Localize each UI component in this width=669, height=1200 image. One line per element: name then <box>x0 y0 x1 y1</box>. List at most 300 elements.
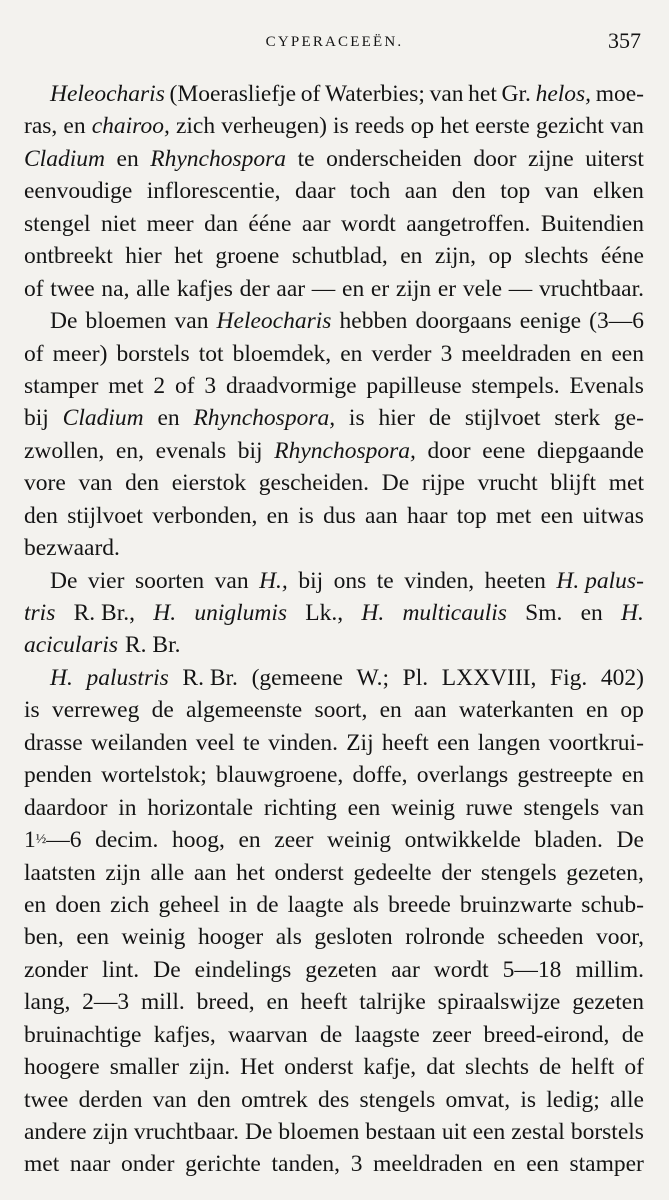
word: laagte <box>287 891 344 918</box>
word: voor, <box>595 924 644 951</box>
text-line <box>24 921 644 953</box>
word <box>24 824 82 856</box>
text-line <box>24 662 644 694</box>
word: hoogere <box>24 1054 100 1081</box>
word: hooger <box>197 924 264 951</box>
word: vruchtbaar. <box>133 1119 239 1145</box>
word: De <box>50 567 78 594</box>
word: naar <box>69 1151 111 1178</box>
word: — <box>311 275 336 302</box>
word: en <box>238 827 261 854</box>
word: met <box>24 1151 60 1178</box>
word: een <box>611 340 644 367</box>
text-line <box>24 435 644 467</box>
word: schub- <box>581 891 644 918</box>
word: en <box>340 340 363 367</box>
word: de <box>256 891 279 918</box>
word: vruchtbaar. <box>538 275 644 302</box>
word: draadvormige <box>226 372 357 399</box>
word: 2—3 <box>82 989 130 1016</box>
word: den <box>125 470 160 497</box>
word: de <box>428 405 451 432</box>
word: bij <box>298 567 324 594</box>
text-line <box>24 143 644 175</box>
word: zijn <box>105 859 141 886</box>
word: stamper <box>569 1151 644 1178</box>
word: waterkanten <box>458 697 574 724</box>
word: veel <box>195 729 235 756</box>
word: heeft <box>381 729 429 756</box>
text-line <box>24 759 644 791</box>
word: R. Br. <box>182 664 238 691</box>
word: en <box>400 243 423 270</box>
word: of <box>24 340 44 367</box>
word: bladen. <box>534 827 603 854</box>
word: ge- <box>613 405 644 432</box>
word: bloemen <box>278 1119 360 1145</box>
text-line <box>24 889 644 921</box>
word: schutblad, <box>291 243 388 270</box>
word: richting <box>263 794 337 821</box>
word: derden <box>78 1086 143 1113</box>
word: is <box>520 1086 536 1113</box>
text-line <box>24 792 644 824</box>
word: in <box>118 794 137 821</box>
word: een <box>472 1119 506 1145</box>
word: drasse <box>24 729 83 756</box>
word: inflorescentie, <box>146 178 281 205</box>
word: Het <box>240 1054 275 1081</box>
word: uit <box>441 1119 467 1145</box>
word: der <box>239 275 270 302</box>
word: op <box>620 697 644 724</box>
word: is <box>298 502 314 529</box>
italic-word: H. <box>153 600 177 626</box>
word: breede <box>388 891 451 918</box>
word: uiterst <box>585 145 644 172</box>
word: ééne <box>248 210 292 237</box>
word: zijn. <box>188 1054 231 1081</box>
word: een <box>540 502 574 529</box>
word: in <box>228 891 248 918</box>
text-line <box>24 694 644 726</box>
word: R. Br. <box>125 632 181 659</box>
word: doffe, <box>352 762 408 789</box>
word: horizontale <box>147 794 254 821</box>
italic-word: multicaulis <box>402 600 507 626</box>
word: gedeelte <box>353 859 432 886</box>
word: van <box>214 567 249 594</box>
word: ruwe <box>465 794 513 821</box>
word: en <box>379 697 402 724</box>
word: ontbreekt <box>24 243 113 270</box>
italic-word: Cladium <box>24 145 105 172</box>
word: met <box>608 470 644 497</box>
word: haar <box>406 502 448 529</box>
word: en <box>621 762 644 789</box>
word: stengel <box>24 210 91 237</box>
word: en <box>116 145 139 172</box>
word: soorten <box>134 567 205 594</box>
word: als <box>352 891 380 918</box>
word: twee <box>50 275 95 302</box>
word: omvat, <box>445 1086 511 1113</box>
word: geheel <box>158 891 220 918</box>
word: en <box>580 600 603 626</box>
word: te <box>243 729 260 756</box>
word: (Moerasliefje <box>169 81 297 107</box>
word: omtrek <box>241 1086 308 1113</box>
word: gescheiden. <box>258 470 370 497</box>
word: De <box>153 956 181 983</box>
word: een <box>526 1151 559 1178</box>
word: alle <box>610 1086 644 1113</box>
word: aan <box>365 502 398 529</box>
word: reeds <box>354 113 405 140</box>
italic-word: Heleocharis <box>50 81 165 107</box>
word: gezeten <box>572 989 644 1016</box>
word: des <box>317 1086 350 1113</box>
word: De <box>616 827 644 854</box>
word: Zij <box>346 729 374 756</box>
word: de <box>539 1054 562 1081</box>
word: blijft <box>550 470 597 497</box>
word: en <box>24 891 47 918</box>
word: toch <box>349 178 391 205</box>
word: aan <box>193 859 227 886</box>
word: een <box>436 729 470 756</box>
text-line <box>24 597 644 629</box>
word: van <box>78 470 113 497</box>
word: bij <box>24 405 49 432</box>
word: van <box>174 308 209 335</box>
word: eenvoudige <box>24 178 133 205</box>
word: laatsten <box>24 859 96 886</box>
word: dat <box>426 1054 455 1081</box>
text-line <box>24 727 644 759</box>
text-line <box>24 1116 644 1148</box>
italic-word: H. <box>50 664 73 691</box>
word: een <box>347 794 381 821</box>
word: bestaan <box>365 1119 436 1145</box>
word: aan <box>404 178 438 205</box>
word: er <box>437 275 457 302</box>
italic-word: palustris <box>86 664 169 691</box>
word: ééne <box>600 243 644 270</box>
word: soort, <box>314 697 368 724</box>
word: onderscheiden <box>326 145 462 172</box>
italic-word: helos, <box>535 81 592 107</box>
word: wortelstok; <box>101 762 207 789</box>
word: hebben <box>339 308 408 335</box>
text-line <box>24 1051 644 1083</box>
text-line <box>24 986 644 1018</box>
word: zeer <box>432 1021 472 1048</box>
word: te <box>376 567 394 594</box>
word: verder <box>371 340 432 367</box>
word: kafjes <box>176 275 233 302</box>
word: den <box>196 1086 231 1113</box>
word: alle <box>136 275 171 302</box>
text-line <box>24 467 644 499</box>
word: bruinzwarte <box>459 891 573 918</box>
italic-word: acicularis <box>24 632 118 659</box>
text-line <box>24 273 644 305</box>
italic-word: Rhynchospora <box>150 145 287 172</box>
text-line <box>24 338 644 370</box>
word: vrucht <box>477 470 538 497</box>
word: De <box>381 470 410 497</box>
word: elken <box>593 178 644 205</box>
word: en <box>157 405 180 432</box>
word: ledig; <box>546 1086 600 1113</box>
word: gezeten <box>305 956 378 983</box>
word: De <box>50 308 78 335</box>
word: wordt <box>341 210 396 237</box>
word: alle <box>150 859 185 886</box>
word: smaller <box>109 1054 179 1081</box>
text-line <box>24 532 644 564</box>
word: 3 <box>204 372 217 399</box>
word: vinden, <box>404 567 475 594</box>
word: dan <box>204 210 238 237</box>
word: heeft <box>300 989 348 1016</box>
word: bij <box>237 437 263 464</box>
word: aar <box>276 275 306 302</box>
word: Waterbies; <box>325 81 425 107</box>
word: eerste <box>475 113 530 140</box>
running-title: CYPERACEEËN. <box>265 34 404 50</box>
word: van <box>544 178 579 205</box>
word: lint. <box>101 956 140 983</box>
italic-word: Cladium <box>62 405 144 432</box>
word: eindelings <box>194 956 292 983</box>
word: zestal <box>511 1119 565 1145</box>
word: breed, <box>196 989 255 1016</box>
word: Lk., <box>305 600 344 626</box>
word: heeten <box>484 567 546 594</box>
word: van <box>609 113 644 140</box>
word: R. Br., <box>73 600 135 626</box>
word: rolronde <box>405 924 485 951</box>
word: gerichte <box>185 1151 261 1178</box>
word: ben, <box>24 924 64 951</box>
word: 3 <box>350 1151 363 1178</box>
text-line <box>24 954 644 986</box>
word: stijlvoet <box>464 405 541 432</box>
italic-word: H., <box>259 567 288 594</box>
word: top <box>500 178 531 205</box>
word: voortkrui- <box>548 729 644 756</box>
word: groene <box>215 243 280 270</box>
word: eenige <box>519 308 582 335</box>
word: der <box>441 859 472 886</box>
word: onderst <box>274 859 344 886</box>
text-line <box>24 78 644 110</box>
word: borstels <box>570 1119 644 1145</box>
word: hoog, <box>172 827 225 854</box>
word: als <box>275 924 302 951</box>
word: papilleuse <box>366 372 462 399</box>
word: vore <box>24 470 66 497</box>
word: De <box>244 1119 273 1145</box>
word: scheeden <box>497 924 584 951</box>
text-line <box>24 1084 644 1116</box>
word: zijn <box>395 275 432 302</box>
italic-word: Heleocharis <box>216 308 332 335</box>
word: vier <box>87 567 125 594</box>
word: bezwaard. <box>24 535 120 562</box>
word: bloemen <box>85 308 167 335</box>
word: en <box>493 1151 516 1178</box>
word: 402) <box>600 664 644 691</box>
word: dus <box>323 502 356 529</box>
word: Pl. <box>402 664 429 691</box>
word: rijpe <box>421 470 465 497</box>
word: hier <box>378 405 415 432</box>
word: lang, <box>24 989 71 1016</box>
word: meeldraden <box>461 340 572 367</box>
word: stengels <box>480 859 557 886</box>
word: uitwas <box>582 502 644 529</box>
word: eierstok <box>171 470 247 497</box>
text-line <box>24 110 644 142</box>
word: van <box>152 1086 187 1113</box>
word: Fig. <box>550 664 588 691</box>
word: met <box>496 502 532 529</box>
text-line <box>24 402 644 434</box>
word: (gemeene <box>251 664 343 691</box>
word: een <box>76 924 109 951</box>
word: zeer <box>274 827 314 854</box>
text-line <box>24 305 644 337</box>
word: zijn <box>92 1119 128 1145</box>
word: Sm. <box>525 600 563 626</box>
word: ons <box>333 567 367 594</box>
word: tot <box>198 340 224 367</box>
word: weilanden <box>90 729 188 756</box>
italic-word: H. <box>621 600 644 626</box>
text-line <box>24 857 644 889</box>
fraction: ½ <box>35 832 47 848</box>
word: stijlvoet <box>67 502 143 529</box>
word: 5—18 <box>502 956 562 983</box>
text-line <box>24 1019 644 1051</box>
text-line <box>24 629 644 661</box>
word: na, <box>101 275 130 302</box>
word: stengels <box>359 1086 436 1113</box>
text-line <box>24 208 644 240</box>
word: slechts <box>465 1054 529 1081</box>
word: weinig <box>121 924 186 951</box>
word: door <box>473 145 517 172</box>
word: door <box>427 437 471 464</box>
word: of <box>174 372 195 399</box>
word: twee <box>24 1086 69 1113</box>
word: blauwgroene, <box>216 762 344 789</box>
word: verreweg <box>51 697 140 724</box>
word: weinig <box>391 794 456 821</box>
word: 3 <box>440 340 453 367</box>
word: gezeten, <box>566 859 644 886</box>
word: andere <box>24 1119 87 1145</box>
word: er <box>370 275 390 302</box>
word: of <box>300 81 321 107</box>
word: vinden. <box>268 729 339 756</box>
word: algemeenste <box>186 697 303 724</box>
word: of <box>24 275 44 302</box>
italic-word: H. palus- <box>556 567 644 594</box>
word: eene <box>482 437 526 464</box>
italic-word: tris <box>24 600 56 626</box>
italic-word: Rhynchospora, <box>274 437 416 464</box>
word: is <box>333 113 349 140</box>
word: kafjes, <box>153 1021 216 1048</box>
word-part: —6 <box>46 827 82 854</box>
word: LXXVIII, <box>441 664 537 691</box>
word: onder <box>121 1151 175 1178</box>
word: spiraalswijze <box>437 989 561 1016</box>
word: ras, <box>24 113 58 140</box>
word: aar <box>391 956 420 983</box>
word: 2 <box>153 372 166 399</box>
word: ontwikkelde <box>404 827 521 854</box>
word: zwollen, <box>24 437 105 464</box>
word: en <box>266 989 289 1016</box>
word: het <box>440 113 469 140</box>
word: — <box>508 275 533 302</box>
word: talrijke <box>359 989 426 1016</box>
word: met <box>108 372 144 399</box>
word: het <box>468 81 497 107</box>
word: is <box>348 405 365 432</box>
word: laagste <box>354 1021 420 1048</box>
word: doorgaans <box>415 308 512 335</box>
word: gesloten <box>314 924 393 951</box>
italic-word: chairoo, <box>91 113 170 140</box>
word: en <box>266 502 289 529</box>
text-line <box>24 370 644 402</box>
word: wordt <box>433 956 489 983</box>
word: sterk <box>554 405 601 432</box>
word: zich <box>110 891 150 918</box>
text-line <box>24 1148 644 1180</box>
word: slechts <box>524 243 589 270</box>
word: zijne <box>527 145 574 172</box>
word: zijn, <box>434 243 477 270</box>
word: op <box>488 243 512 270</box>
word: top <box>456 502 487 529</box>
word: aangetroffen. <box>406 210 531 237</box>
word: stempels. <box>471 372 560 399</box>
word: daar <box>294 178 336 205</box>
word: Gr. <box>501 81 531 107</box>
word: vele <box>462 275 502 302</box>
word: bloemdek, <box>232 340 332 367</box>
italic-word: Rhynchospora, <box>193 405 336 432</box>
word: penden <box>24 762 92 789</box>
word: overlangs <box>416 762 509 789</box>
word: is <box>24 697 40 724</box>
word: tanden, <box>271 1151 341 1178</box>
word: stengels <box>523 794 600 821</box>
word: en <box>63 113 86 140</box>
word: moe- <box>595 81 644 107</box>
word: meer <box>146 210 194 237</box>
word: bruinachtige <box>24 1021 142 1048</box>
word: helft <box>571 1054 615 1081</box>
word: daardoor <box>24 794 108 821</box>
